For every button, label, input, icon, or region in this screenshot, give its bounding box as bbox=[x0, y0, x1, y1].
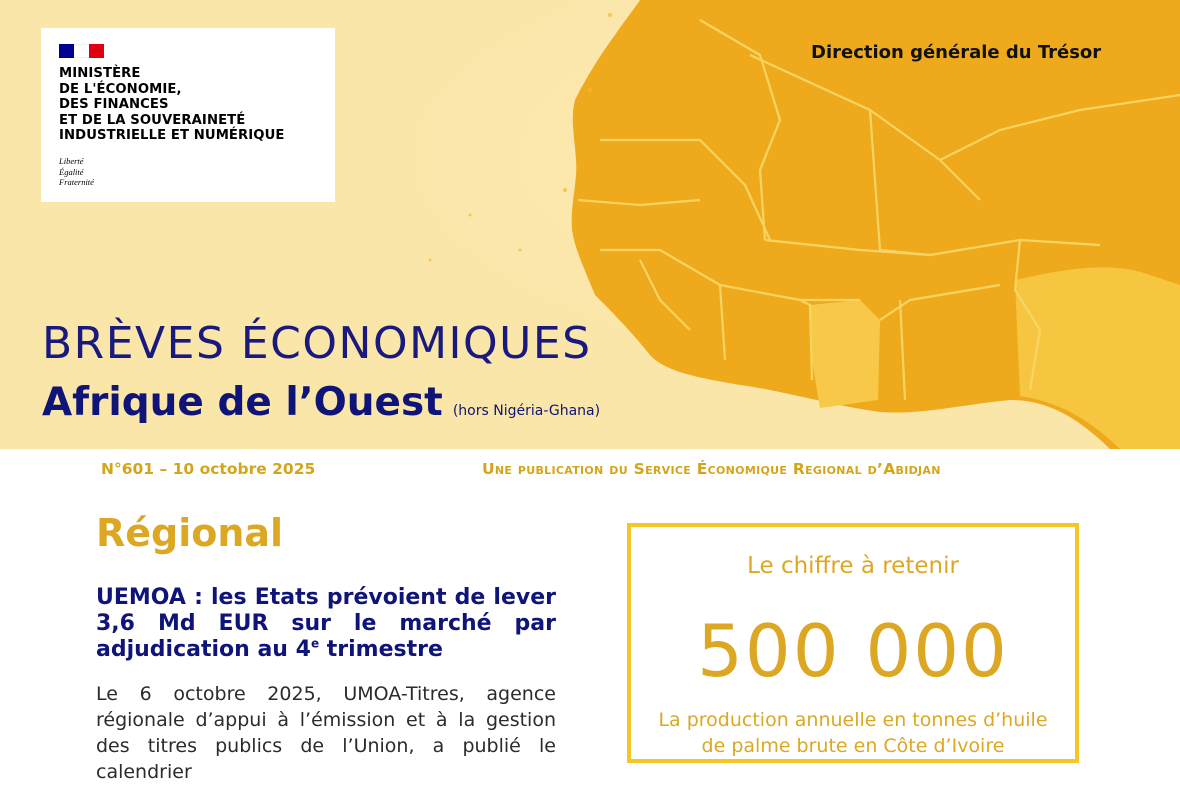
key-figure-caption: La production annuelle en tonnes d’huile de palme brute en Côte d’Ivoire bbox=[658, 709, 1048, 757]
key-figure-box bbox=[627, 523, 1079, 763]
region-name: Afrique de l’Ouest bbox=[42, 380, 443, 425]
key-figure-number: 500 000 bbox=[697, 609, 1009, 693]
article-body: Le 6 octobre 2025, UMOA-Titres, agence régionale d’appui à l’émission et à la gestion des titres publics de l’Union, a publié le calendrier bbox=[96, 683, 556, 783]
motto-line: Liberté bbox=[59, 156, 84, 166]
headline-text-end: trimestre bbox=[319, 637, 443, 662]
publication-region-title bbox=[42, 380, 600, 425]
article-headline[interactable] bbox=[96, 585, 556, 663]
direction-name: Direction générale du Trésor bbox=[811, 42, 1102, 63]
ministry-line: INDUSTRIELLE ET NUMÉRIQUE bbox=[59, 128, 285, 143]
republic-motto bbox=[59, 156, 94, 188]
headline-text: UEMOA : les Etats prévoient de lever 3,6 Md EUR sur le marché par adjudication au 4 bbox=[96, 585, 556, 662]
key-figure-label: Le chiffre à retenir bbox=[747, 553, 959, 579]
ministry-line: DE L'ÉCONOMIE, bbox=[59, 81, 182, 97]
ministry-line: DES FINANCES bbox=[59, 97, 169, 112]
region-scope-note: (hors Nigéria-Ghana) bbox=[452, 403, 601, 419]
marianne-flag-icon bbox=[59, 44, 104, 58]
ministry-logo-block[interactable] bbox=[41, 28, 335, 202]
publication-series-title: BRÈVES ÉCONOMIQUES bbox=[42, 318, 592, 369]
section-title: Régional bbox=[96, 511, 284, 555]
motto-line: Égalité bbox=[59, 166, 84, 177]
publisher-line: Une publication du Service Économique Regional d’Abidjan bbox=[482, 460, 941, 478]
headline-superscript: e bbox=[310, 636, 320, 651]
ministry-line: MINISTÈRE bbox=[59, 66, 141, 81]
motto-line: Fraternité bbox=[59, 177, 94, 187]
issue-number-date: N°601 – 10 octobre 2025 bbox=[101, 460, 316, 478]
ministry-name bbox=[59, 66, 329, 144]
ministry-line: ET DE LA SOUVERAINETÉ bbox=[59, 112, 246, 128]
